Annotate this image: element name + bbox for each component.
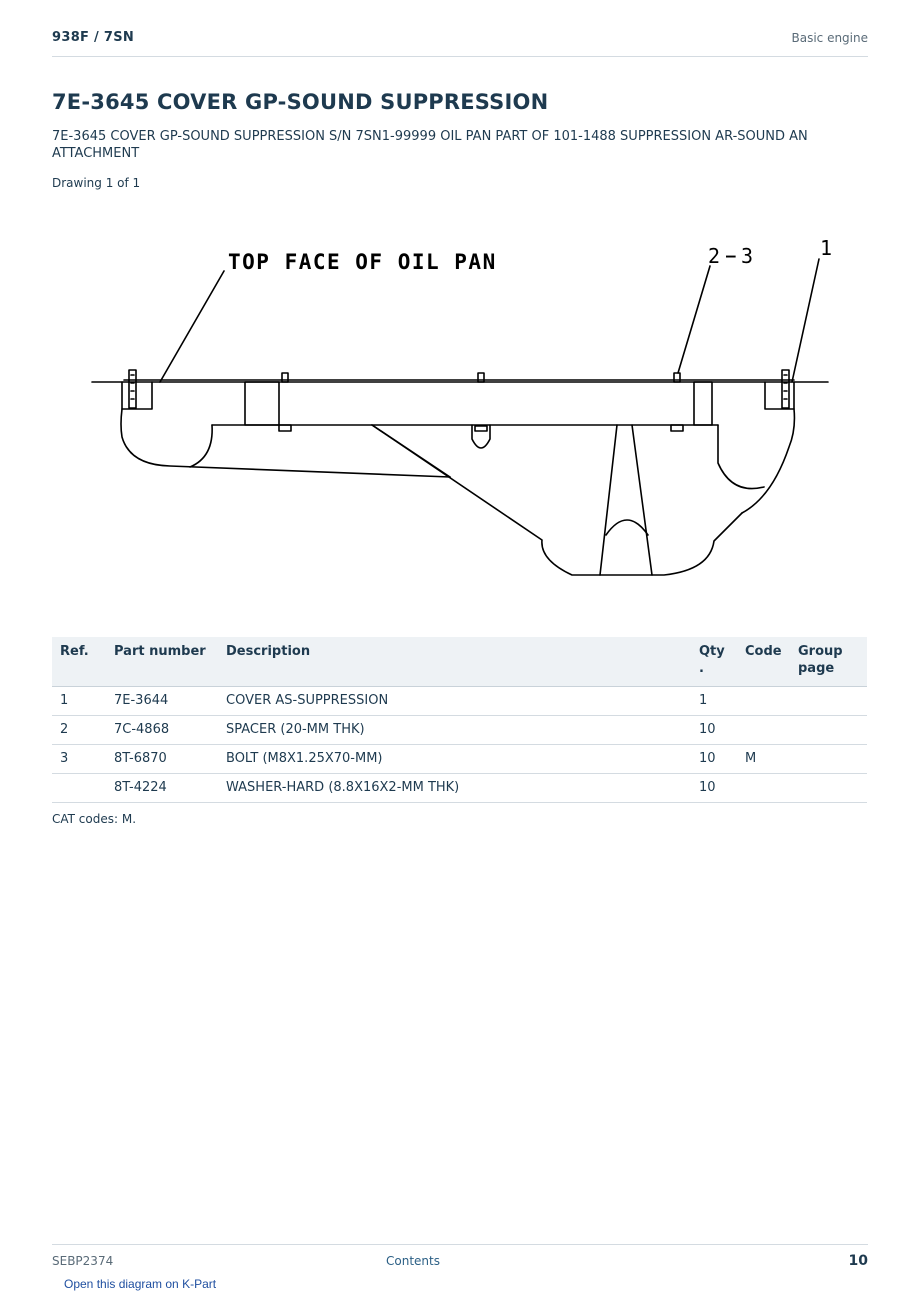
col-ref: Ref. — [52, 637, 106, 687]
nut-1 — [279, 425, 291, 431]
drawing-count: Drawing 1 of 1 — [52, 176, 141, 190]
row-part-number: 7C-4868 — [106, 716, 218, 745]
rib-right — [632, 425, 652, 575]
page-header — [52, 28, 868, 57]
nut-3 — [671, 425, 683, 431]
spacer-right — [694, 382, 712, 425]
table-row — [52, 716, 867, 745]
row-description: WASHER-HARD (8.8X16X2-MM THK) — [218, 774, 691, 803]
row-code — [737, 774, 790, 803]
row-description: BOLT (M8X1.25X70-MM) — [218, 745, 691, 774]
col-part-number: Part number — [106, 637, 218, 687]
pan-right-inner — [718, 425, 764, 489]
pan-right-wall — [742, 409, 794, 513]
section-name: Basic engine — [791, 31, 868, 45]
nut-2-washer — [475, 426, 487, 431]
row-part-number: 7E-3644 — [106, 687, 218, 716]
leader-oil-pan — [160, 271, 224, 382]
sump-outline — [372, 425, 742, 575]
model-serial-prefix: 938F / 7SN — [52, 30, 135, 45]
callout-oil-pan: TOP FACE OF OIL PAN — [228, 250, 497, 274]
leader-2-3 — [678, 266, 710, 373]
row-code: M — [737, 745, 790, 774]
cat-codes-note: CAT codes: M. — [52, 812, 137, 826]
table-header-row — [52, 637, 867, 687]
pan-left-wall — [121, 409, 450, 477]
page-subtitle: 7E-3645 COVER GP-SOUND SUPPRESSION S/N 7SN1-99999 OIL PAN PART OF 101-1488 SUPPRESSION AR-SOUND AN ATTACHMENT — [52, 129, 808, 161]
row-qty: 10 — [691, 745, 737, 774]
row-qty: 1 — [691, 687, 737, 716]
table-row — [52, 774, 867, 803]
contents-link[interactable]: Contents — [386, 1254, 440, 1268]
row-part-number: 8T-6870 — [106, 745, 218, 774]
open-kpart-link[interactable]: Open this diagram on K-Part — [64, 1277, 217, 1291]
row-group-page — [790, 716, 867, 745]
row-group-page — [790, 687, 867, 716]
callout-dash: — — [726, 246, 736, 265]
row-ref — [52, 774, 106, 803]
sump-left-side — [372, 425, 450, 477]
document-id: SEBP2374 — [52, 1254, 114, 1268]
row-code — [737, 716, 790, 745]
row-part-number: 8T-4224 — [106, 774, 218, 803]
row-description: SPACER (20-MM THK) — [218, 716, 691, 745]
row-ref: 3 — [52, 745, 106, 774]
pan-left-end — [122, 382, 152, 409]
pan-left-inner — [190, 425, 212, 467]
page — [52, 0, 868, 1300]
row-qty: 10 — [691, 774, 737, 803]
col-description: Description — [218, 637, 691, 687]
page-footer — [52, 1244, 868, 1291]
parts-diagram — [82, 225, 872, 585]
row-ref: 1 — [52, 687, 106, 716]
callout-ref-2: 2 — [708, 244, 721, 268]
col-group-page: Group page — [790, 637, 867, 687]
page-title: 7E-3645 COVER GP-SOUND SUPPRESSION — [52, 90, 549, 114]
rib-dome — [606, 520, 648, 535]
col-code: Code — [737, 637, 790, 687]
page-number: 10 — [848, 1253, 868, 1269]
table-row — [52, 687, 867, 716]
spacer-left — [245, 382, 279, 425]
callout-ref-3: 3 — [741, 244, 754, 268]
row-code — [737, 687, 790, 716]
row-qty: 10 — [691, 716, 737, 745]
table-row — [52, 745, 867, 774]
leader-1 — [792, 259, 819, 382]
row-group-page — [790, 774, 867, 803]
rib-left — [600, 425, 617, 575]
row-description: COVER AS-SUPPRESSION — [218, 687, 691, 716]
row-group-page — [790, 745, 867, 774]
col-qty: Qty . — [691, 637, 737, 687]
parts-table — [52, 637, 867, 803]
row-ref: 2 — [52, 716, 106, 745]
callout-ref-1: 1 — [820, 236, 833, 260]
